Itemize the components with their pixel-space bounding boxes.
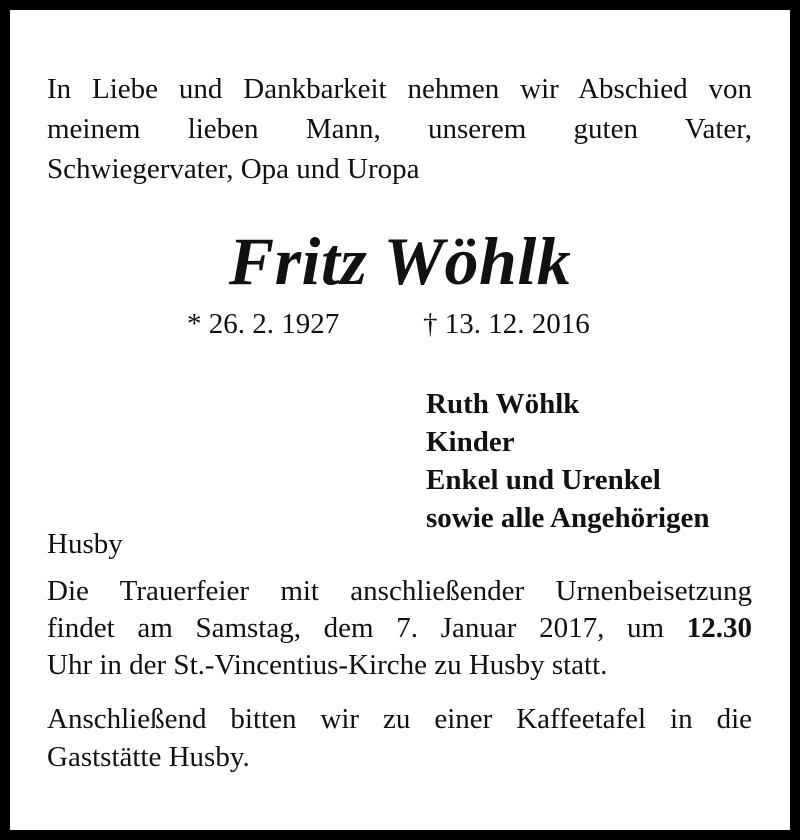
survivor-entry: Ruth Wöhlk	[426, 388, 580, 420]
service-time: 12.30	[686, 612, 752, 644]
after-line-2: Gaststätte Husby.	[47, 741, 250, 773]
service-date-text: findet am Samstag, dem 7. Januar 2017, um	[47, 612, 687, 644]
service-line-2	[47, 610, 752, 647]
service-info	[47, 573, 752, 684]
service-line-3: Uhr in der St.-Vincentius-Kirche zu Husby statt.	[47, 649, 608, 681]
after-line-1: Anschließend bitten wir zu einer Kaffeetafel in die	[47, 703, 752, 735]
birth-date: * 26. 2. 1927	[187, 308, 340, 340]
intro-line-3: Schwiegervater, Opa und Uropa	[47, 153, 420, 185]
reception-info	[47, 700, 752, 776]
death-date: † 13. 12. 2016	[423, 308, 590, 340]
survivor-entry: Enkel und Urenkel	[426, 464, 661, 496]
intro-text	[47, 69, 752, 189]
obituary-notice	[10, 10, 790, 830]
intro-line-2: meinem lieben Mann, unserem guten Vater,	[47, 113, 752, 145]
survivor-entry: sowie alle Angehörigen	[426, 502, 710, 534]
place-name: Husby	[47, 528, 123, 560]
service-line-1: Die Trauerfeier mit anschließender Urnenbeisetzung	[47, 575, 752, 607]
deceased-name: Fritz Wöhlk	[228, 223, 572, 299]
survivor-entry: Kinder	[426, 426, 515, 458]
intro-line-1: In Liebe und Dankbarkeit nehmen wir Abschied von	[47, 73, 752, 105]
survivors-list	[426, 385, 710, 537]
